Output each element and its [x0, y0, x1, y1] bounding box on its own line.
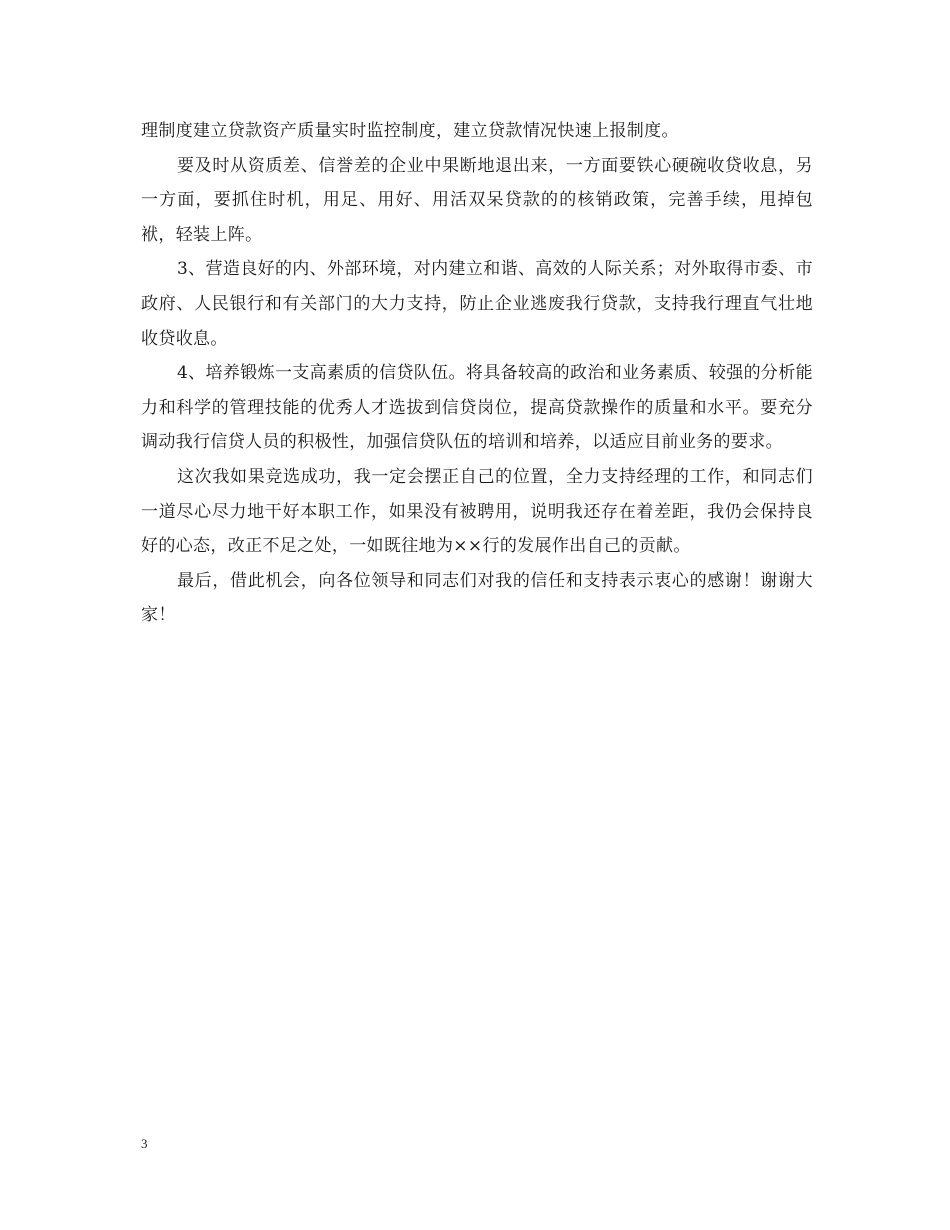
- paragraph-environment: 3、营造良好的内、外部环境，对内建立和谐、高效的人际关系；对外取得市委、市政府、人民银行和有关部门的大力支持，防止企业逃废我行贷款，支持我行理直气壮地收贷收息。: [141, 259, 813, 349]
- paragraph-commitment: 这次我如果竞选成功，我一定会摆正自己的位置，全力支持经理的工作，和同志们一道尽心尽力地干好本职工作，如果没有被聘用，说明我还存在着差距，我仍会保持良好的心态，改正不足之处，一如既往地为××行的发展作出自己的贡献。: [141, 466, 813, 557]
- page-number: 3: [141, 1136, 148, 1151]
- document-body: [141, 114, 813, 633]
- paragraph-credit-team: 4、培养锻炼一支高素质的信贷队伍。将具备较高的政治和业务素质、较强的分析能力和科学的管理技能的优秀人才选拔到信贷岗位，提高贷款操作的质量和水平。要充分调动我行信贷人员的积极性，加强信贷队伍的培训和培养，以适应目前业务的要求。: [141, 363, 813, 453]
- paragraph-continuation: 理制度建立贷款资产质量实时监控制度，建立贷款情况快速上报制度。: [141, 121, 679, 141]
- paragraph-exit-bad-loans: 要及时从资质差、信誉差的企业中果断地退出来，一方面要铁心硬碗收贷收息，另一方面，要抓住时机，用足、用好、用活双呆贷款的的核销政策，完善手续，甩掉包袱，轻装上阵。: [141, 155, 813, 245]
- paragraph-closing: 最后，借此机会，向各位领导和同志们对我的信任和支持表示衷心的感谢！谢谢大家！: [141, 570, 813, 626]
